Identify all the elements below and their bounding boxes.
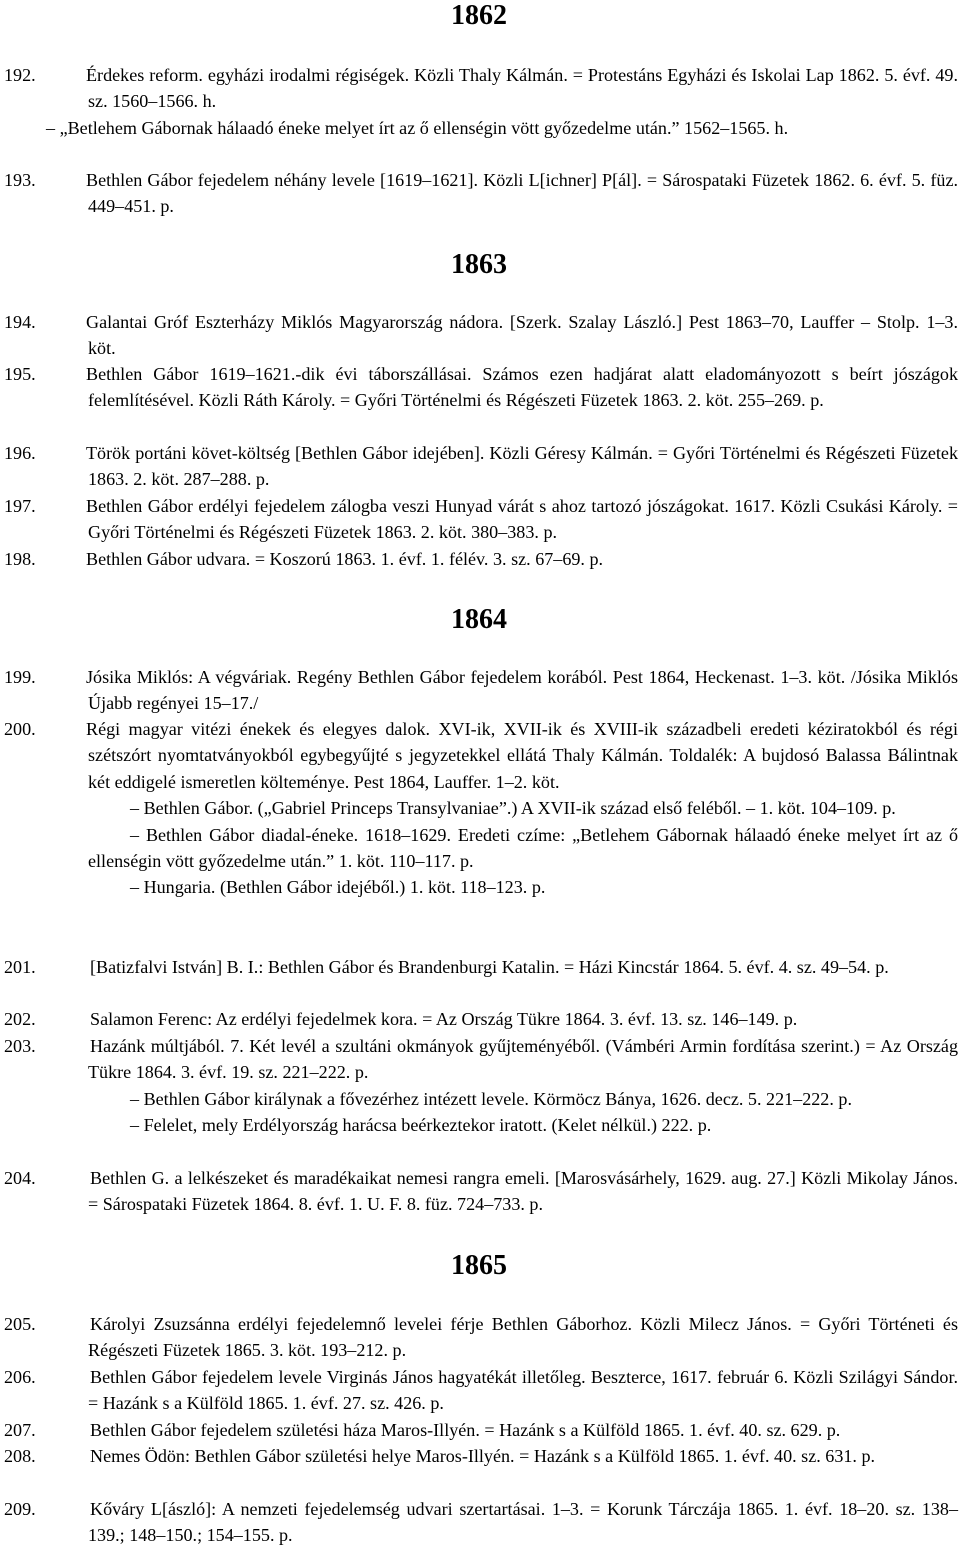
entry-201 [4,954,958,980]
entry-number: 205. [4,1314,36,1334]
entry-subitem: – „Betlehem Gábornak hálaadó éneke melyet írt az ő ellenségin vött győzedelme után.” 1562–1565. h. [46,117,789,138]
entry-text: Bethlen Gábor erdélyi fejedelem zálogba veszi Hunyad várát s ahoz tartozó jószágokat. 1617. Közli Csukási Károly. = Győri Történelmi és Régészeti Füzetek 1863. 2. köt. 380–383. p. [86,496,958,543]
entry-number: 208. [4,1446,36,1466]
entry-200 [4,716,958,901]
entry-text: Bethlen Gábor udvara. = Koszorú 1863. 1. évf. 1. félév. 3. sz. 67–69. p. [86,549,604,569]
entry-subitem: – Felelet, mely Erdélyország harácsa beérkeztekor iratott. (Kelet nélkül.) 222. p. [130,1115,712,1136]
entry-number: 204. [4,1168,36,1188]
entry-text: Hazánk múltjából. 7. Két levél a szultáni okmányok gyűjteményéből. (Vámbéri Armin fordítása szerint.) = Az Ország Tükre 1864. 3. évf. 19. sz. 221–222. p. [88,1036,958,1083]
entry-subitem: – Hungaria. (Bethlen Gábor idejéből.) 1. köt. 118–123. p. [130,877,546,898]
entry-209 [4,1496,958,1549]
entry-number: 209. [4,1499,36,1519]
entry-192 [4,62,958,141]
entry-number: 201. [4,957,36,977]
year-heading-1862: 1862 [451,0,507,31]
entry-number: 192. [4,65,36,85]
entry-198 [4,546,958,572]
year-heading-1863: 1863 [451,249,507,280]
entry-number: 195. [4,364,36,384]
entry-193 [4,167,958,220]
year-heading-1864: 1864 [451,604,507,635]
entry-number: 202. [4,1009,36,1029]
entry-207 [4,1417,958,1443]
year-heading-1865: 1865 [451,1250,507,1281]
entry-202 [4,1006,958,1032]
entry-197 [4,493,958,546]
entry-199 [4,664,958,717]
entry-text: Bethlen Gábor fejedelem születési háza Maros-Illyén. = Hazánk s a Külföld 1865. 1. évf. 40. sz. 629. p. [90,1420,841,1440]
entry-204 [4,1165,958,1218]
entry-subitem: – Bethlen Gábor királynak a fővezérhez intézett levele. Körmöcz Bánya, 1626. decz. 5. 221–222. p. [130,1088,852,1109]
entry-208 [4,1443,958,1469]
entry-194 [4,309,958,362]
entry-text: Bethlen Gábor 1619–1621.-dik évi táborszállásai. Számos ezen hadjárat alatt eladományozott s beírt jószágok felemlítésével. Közli Ráth Károly. = Győri Történelmi és Régészeti Füzetek 1863. 2. köt. 255–269. p. [86,364,958,411]
entry-text: Régi magyar vitézi énekek és elegyes dalok. XVI-ik, XVII-ik és XVIII-ik századbeli eredeti kéziratokból és régi szétszórt nyomtatványokból egybegyűjté s jegyzetekkel ellátá Thaly Kálmán. Toldalék: A bujdosó Balassa Bálintnak két eddigelé ismeretlen költeménye. Pest 1864, Lauffer. 1–2. köt. [86,719,958,792]
entry-number: 197. [4,496,36,516]
entry-205 [4,1311,958,1364]
entry-text: Török portáni követ-költség [Bethlen Gábor idejében]. Közli Géresy Kálmán. = Győri Történelmi és Régészeti Füzetek 1863. 2. köt. 287–288. p. [86,443,958,490]
entry-text: [Batizfalvi István] B. I.: Bethlen Gábor és Brandenburgi Katalin. = Házi Kincstár 1864. 5. évf. 4. sz. 49–54. p. [90,957,889,977]
entry-number: 200. [4,719,36,739]
entry-text: Nemes Ödön: Bethlen Gábor születési helye Maros-Illyén. = Hazánk s a Külföld 1865. 1. évf. 40. sz. 631. p. [90,1446,876,1466]
entry-195 [4,361,958,414]
entry-text: Kőváry L[ászló]: A nemzeti fejedelemség udvari szertartásai. 1–3. = Korunk Tárczája 1865. 1. évf. 18–20. sz. 138–139.; 148–150.; 154–155. p. [88,1499,958,1546]
entry-subitem: – Bethlen Gábor diadal-éneke. 1618–1629. Eredeti czíme: „Betlehem Gábornak hálaadó éneke melyet írt az ő ellenségin vött győzedelme után.” 1. köt. 110–117. p. [88,824,958,872]
entry-number: 203. [4,1036,36,1056]
entry-number: 198. [4,549,36,569]
entry-number: 193. [4,170,36,190]
entry-text: Bethlen Gábor fejedelem néhány levele [1619–1621]. Közli L[ichner] P[ál]. = Sárospataki Füzetek 1862. 6. évf. 5. füz. 449–451. p. [86,170,958,217]
entry-text: Jósika Miklós: A végváriak. Regény Bethlen Gábor fejedelem korából. Pest 1864, Heckenast. 1–3. köt. /Jósika Miklós Újabb regényei 15–17./ [86,667,958,714]
entry-203 [4,1033,958,1139]
entry-subitem: – Bethlen Gábor. („Gabriel Princeps Transylvaniae”.) A XVII-ik század első feléből. – 1. köt. 104–109. p. [130,798,896,819]
entry-text: Károlyi Zsuzsánna erdélyi fejedelemnő levelei férje Bethlen Gáborhoz. Közli Milecz János. = Győri Történeti és Régészeti Füzetek 1865. 3. köt. 193–212. p. [88,1314,958,1361]
entry-196 [4,440,958,493]
entry-206 [4,1364,958,1417]
entry-number: 196. [4,443,36,463]
entry-text: Bethlen Gábor fejedelem levele Virginás János hagyatékát illetőleg. Beszterce, 1617. február 6. Közli Szilágyi Sándor. = Hazánk s a Külföld 1865. 1. évf. 27. sz. 426. p. [88,1367,958,1414]
entry-number: 206. [4,1367,36,1387]
entry-number: 199. [4,667,36,687]
entry-text: Salamon Ferenc: Az erdélyi fejedelmek kora. = Az Ország Tükre 1864. 3. évf. 13. sz. 146–149. p. [90,1009,798,1029]
entry-number: 207. [4,1420,36,1440]
entry-number: 194. [4,312,36,332]
entry-text: Galantai Gróf Eszterházy Miklós Magyarország nádora. [Szerk. Szalay László.] Pest 1863–70, Lauffer – Stolp. 1–3. köt. [86,312,958,359]
entry-text: Bethlen G. a lelkészeket és maradékaikat nemesi rangra emeli. [Marosvásárhely, 1629. aug. 27.] Közli Mikolay János. = Sárospataki Füzetek 1864. 8. évf. 1. U. F. 8. füz. 724–733. p. [88,1168,958,1215]
entry-text: Érdekes reform. egyházi irodalmi régiségek. Közli Thaly Kálmán. = Protestáns Egyházi és Iskolai Lap 1862. 5. évf. 49. sz. 1560–1566. h. [86,65,958,112]
